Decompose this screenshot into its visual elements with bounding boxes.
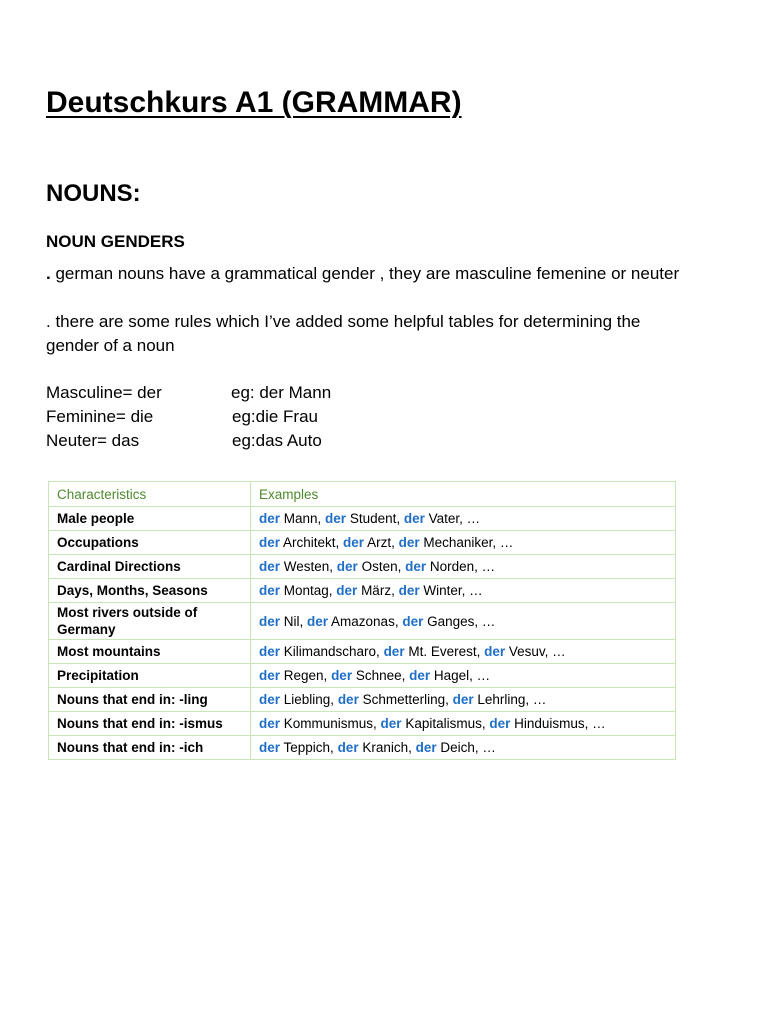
article-der: der (259, 559, 281, 574)
examples-cell (251, 603, 676, 640)
example-noun: Hagel, … (430, 668, 491, 683)
article-der: der (383, 644, 405, 659)
example-noun: Westen, (280, 559, 337, 574)
example-noun: Mann, (280, 511, 326, 526)
paragraph-1 (46, 262, 686, 286)
article-der: der (337, 740, 359, 755)
example-noun: Amazonas, (328, 613, 403, 629)
examples-cell (251, 507, 676, 531)
characteristic-cell: Occupations (49, 531, 251, 555)
article-der: der (259, 535, 281, 550)
article-der: der (380, 716, 402, 731)
article-der: der (259, 740, 281, 755)
example-noun: Hinduismus, … (510, 716, 606, 731)
example-noun: Lehrling, … (473, 692, 547, 707)
example-noun: März, (357, 583, 399, 598)
article-der: der (336, 559, 358, 574)
example-noun: Winter, … (419, 583, 483, 598)
example-noun: Regen, (280, 668, 332, 683)
gender-row-neuter (46, 429, 446, 453)
example-noun: Arzt, (364, 535, 399, 550)
gender-list (46, 381, 446, 453)
article-der: der (259, 644, 281, 659)
section-heading: NOUNS: (46, 180, 141, 207)
example-noun: Kilimandscharo, (280, 644, 384, 659)
characteristic-cell: Days, Months, Seasons (49, 579, 251, 603)
page-title: Deutschkurs A1 (GRAMMAR) (46, 86, 462, 119)
characteristic-cell: Nouns that end in: -ling (49, 688, 251, 712)
characteristic-cell: Nouns that end in: -ismus (49, 712, 251, 736)
paragraph-text: there are some rules which I’ve added some helpful tables for determining the gender of a noun (46, 312, 641, 355)
table-row (49, 712, 676, 736)
article-der: der (484, 644, 506, 659)
gender-example: eg:die Frau (232, 407, 318, 426)
characteristic-cell: Most rivers outside of Germany (49, 603, 251, 640)
examples-cell (251, 579, 676, 603)
gender-label: Masculine= der (46, 383, 162, 402)
article-der: der (415, 740, 437, 755)
examples-cell (251, 640, 676, 664)
example-noun: Student, (346, 511, 404, 526)
bullet: . (46, 264, 51, 283)
example-noun: Kommunismus, (280, 716, 381, 731)
examples-cell (251, 531, 676, 555)
examples-cell (251, 712, 676, 736)
column-header-examples: Examples (251, 482, 676, 507)
table-row (49, 531, 676, 555)
article-der: der (259, 583, 281, 598)
example-noun: Deich, … (436, 740, 496, 755)
example-noun: Liebling, (280, 692, 338, 707)
article-der: der (259, 716, 281, 731)
characteristic-cell: Most mountains (49, 640, 251, 664)
article-der: der (307, 613, 329, 629)
examples-cell (251, 664, 676, 688)
table-row (49, 640, 676, 664)
example-noun: Ganges, … (423, 613, 496, 629)
gender-rules-table (48, 481, 676, 760)
article-der: der (403, 511, 425, 526)
article-der: der (259, 613, 281, 629)
table-row (49, 507, 676, 531)
subheading: NOUN GENDERS (46, 232, 185, 251)
example-noun: Architekt, (280, 535, 344, 550)
paragraph-text: german nouns have a grammatical gender , they are masculine femenine or neuter (50, 264, 680, 283)
gender-label: Feminine= die (46, 407, 154, 426)
article-der: der (489, 716, 511, 731)
example-noun: Teppich, (280, 740, 338, 755)
characteristic-cell: Cardinal Directions (49, 555, 251, 579)
example-noun: Schnee, (352, 668, 410, 683)
examples-cell (251, 555, 676, 579)
example-noun: Osten, (357, 559, 406, 574)
article-der: der (331, 668, 353, 683)
article-der: der (325, 511, 347, 526)
article-der: der (336, 583, 358, 598)
gender-example: eg:das Auto (232, 431, 322, 450)
example-noun: Nil, (280, 613, 308, 629)
characteristic-cell: Precipitation (49, 664, 251, 688)
table-row (49, 736, 676, 760)
table-body (49, 507, 676, 760)
characteristic-cell: Nouns that end in: -ich (49, 736, 251, 760)
article-der: der (259, 668, 281, 683)
example-noun: Vater, … (424, 511, 481, 526)
example-noun: Norden, … (426, 559, 496, 574)
article-der: der (259, 692, 281, 707)
article-der: der (398, 535, 420, 550)
examples-cell (251, 736, 676, 760)
example-noun: Mt. Everest, (404, 644, 485, 659)
article-der: der (405, 559, 427, 574)
example-noun: Kranich, (358, 740, 416, 755)
article-der: der (398, 583, 420, 598)
table-row (49, 555, 676, 579)
article-der: der (337, 692, 359, 707)
table-row (49, 688, 676, 712)
example-noun: Schmetterling, (358, 692, 453, 707)
article-der: der (259, 511, 281, 526)
bullet: . (46, 312, 51, 331)
characteristic-cell: Male people (49, 507, 251, 531)
column-header-characteristics: Characteristics (49, 482, 251, 507)
table-row (49, 664, 676, 688)
article-der: der (402, 613, 424, 629)
example-noun: Montag, (280, 583, 337, 598)
table-row (49, 603, 676, 640)
example-noun: Vesuv, … (505, 644, 566, 659)
example-noun: Mechaniker, … (419, 535, 514, 550)
article-der: der (343, 535, 365, 550)
gender-row-masculine (46, 381, 446, 405)
table-row (49, 579, 676, 603)
paragraph-2 (46, 310, 686, 358)
example-noun: Kapitalismus, (401, 716, 490, 731)
gender-row-feminine (46, 405, 446, 429)
examples-cell (251, 688, 676, 712)
article-der: der (452, 692, 474, 707)
article-der: der (409, 668, 431, 683)
table-header-row (49, 482, 676, 507)
gender-example: eg: der Mann (231, 383, 332, 402)
gender-label: Neuter= das (46, 431, 140, 450)
